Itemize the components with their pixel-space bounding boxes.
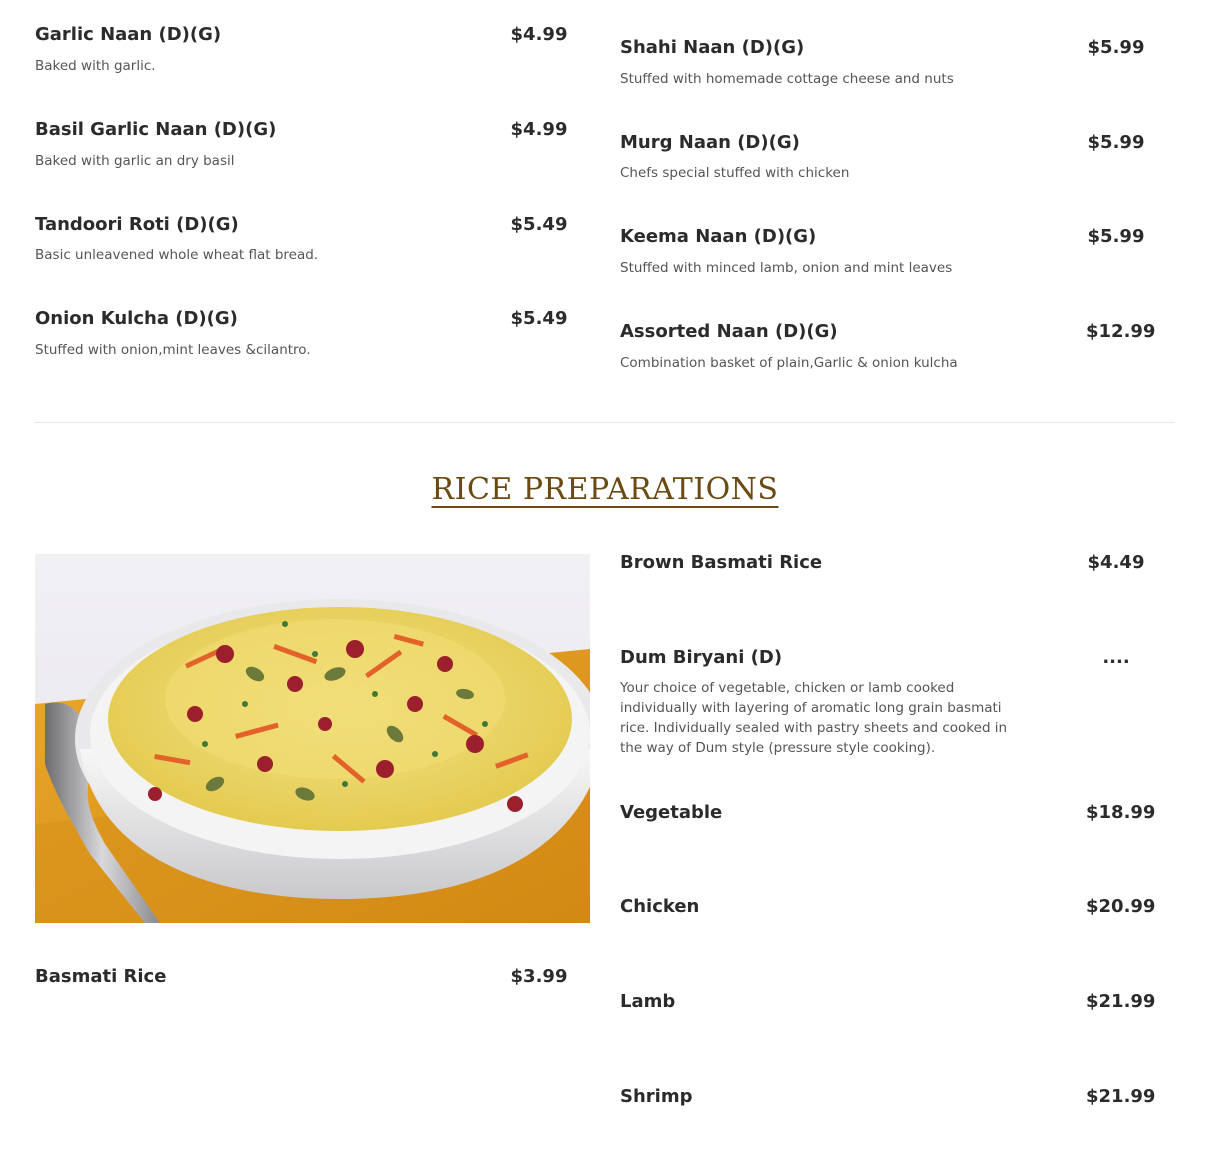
menu-item-dum-biryani xyxy=(620,647,1160,767)
menu-item-assorted-naan xyxy=(620,321,1160,381)
item-price: $21.99 xyxy=(1086,991,1156,1012)
item-price: $3.99 xyxy=(510,966,568,987)
item-price: $5.99 xyxy=(1087,226,1145,247)
item-name: Shahi Naan (D)(G) xyxy=(620,37,805,58)
rice-bowl-photo xyxy=(35,554,590,923)
item-name: Chicken xyxy=(620,896,700,917)
section-title-text: RICE PREPARATIONS xyxy=(431,472,779,507)
menu-item-lamb xyxy=(620,991,1160,1021)
item-name: Basmati Rice xyxy=(35,966,167,987)
menu-item-murg-naan xyxy=(620,132,1160,192)
section-divider xyxy=(35,422,1175,423)
item-name: Keema Naan (D)(G) xyxy=(620,226,817,247)
item-price: $4.49 xyxy=(1087,552,1145,573)
menu-item-onion-kulcha xyxy=(35,308,575,368)
item-price: $12.99 xyxy=(1086,321,1156,342)
item-price: $21.99 xyxy=(1086,1086,1156,1107)
item-name: Onion Kulcha (D)(G) xyxy=(35,308,238,329)
menu-item-keema-naan xyxy=(620,226,1160,286)
item-name: Dum Biryani (D) xyxy=(620,647,783,668)
item-name: Garlic Naan (D)(G) xyxy=(35,24,222,45)
menu-item-garlic-naan xyxy=(35,24,575,84)
section-title xyxy=(0,472,1210,507)
item-name: Lamb xyxy=(620,991,676,1012)
menu-item-basil-garlic-naan xyxy=(35,119,575,179)
menu-item-tandoori-roti xyxy=(35,214,575,274)
item-price: $18.99 xyxy=(1086,802,1156,823)
item-name: Vegetable xyxy=(620,802,723,823)
item-name: Shrimp xyxy=(620,1086,693,1107)
menu-item-shahi-naan xyxy=(620,37,1160,97)
item-price: $5.49 xyxy=(510,308,568,329)
item-name: Basil Garlic Naan (D)(G) xyxy=(35,119,277,140)
rice-bowl-illustration xyxy=(35,554,590,923)
item-price: $20.99 xyxy=(1086,896,1156,917)
item-name: Murg Naan (D)(G) xyxy=(620,132,800,153)
menu-item-chicken xyxy=(620,896,1160,926)
item-description: Baked with garlic an dry basil xyxy=(35,153,235,169)
menu-item-vegetable xyxy=(620,802,1160,832)
menu-item-shrimp xyxy=(620,1086,1160,1116)
item-price: $4.99 xyxy=(510,24,568,45)
item-price: $5.99 xyxy=(1087,132,1145,153)
item-price: .... xyxy=(1102,647,1130,668)
item-description: Combination basket of plain,Garlic & onion kulcha xyxy=(620,355,958,371)
item-description: Baked with garlic. xyxy=(35,58,156,74)
item-description: Stuffed with onion,mint leaves &cilantro. xyxy=(35,342,311,358)
item-name: Assorted Naan (D)(G) xyxy=(620,321,838,342)
item-price: $5.99 xyxy=(1087,37,1145,58)
item-description: Stuffed with homemade cottage cheese and nuts xyxy=(620,71,954,87)
item-price: $4.99 xyxy=(510,119,568,140)
item-price: $5.49 xyxy=(510,214,568,235)
menu-item-brown-basmati-rice xyxy=(620,552,1160,582)
item-description: Chefs special stuffed with chicken xyxy=(620,165,850,181)
item-description: Basic unleavened whole wheat flat bread. xyxy=(35,247,319,263)
item-description: Your choice of vegetable, chicken or lamb cooked individually with layering of aromatic long grain basmati rice. Individually sealed with pastry sheets and cooked in the way of Dum style (pressure style cooking). xyxy=(620,680,1008,756)
item-name: Brown Basmati Rice xyxy=(620,552,823,573)
item-description: Stuffed with minced lamb, onion and mint leaves xyxy=(620,260,953,276)
item-name: Tandoori Roti (D)(G) xyxy=(35,214,239,235)
menu-item-basmati-rice xyxy=(35,966,575,996)
